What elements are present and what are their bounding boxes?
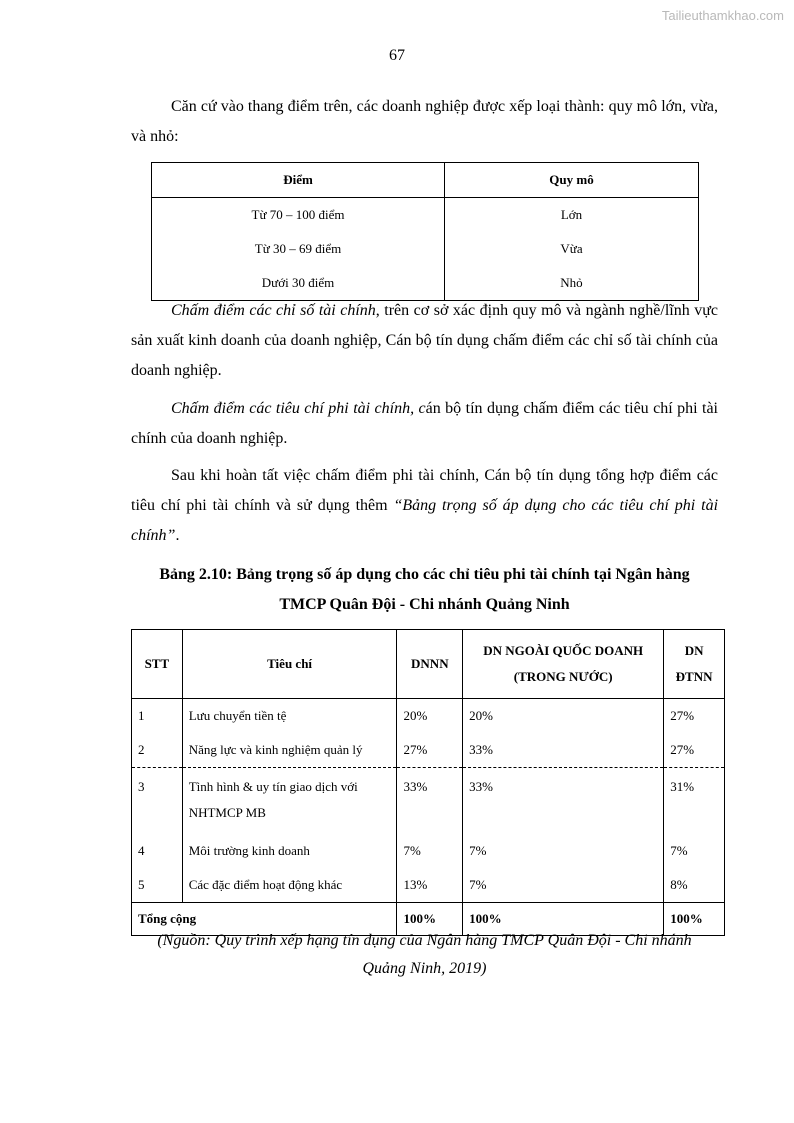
row-dtnn: 7% [664,834,725,868]
header-dtnn [664,630,725,699]
scale-table [151,162,699,301]
summary-paragraph [131,461,718,551]
header-dnqd-line1: DN NGOÀI QUỐC DOANH [483,643,644,658]
row-stt: 5 [132,868,183,903]
header-dtnn-line1: DN [684,643,704,658]
row-criteria: Tình hình & uy tín giao dịch với NHTMCP MB [182,768,397,835]
scale-header-size: Quy mô [445,163,699,198]
row-criteria: Môi trường kinh doanh [182,834,397,868]
row-dnnn: 7% [397,834,463,868]
scale-size: Vừa [445,232,699,266]
header-criteria: Tiêu chí [182,630,397,699]
row-criteria: Năng lực và kinh nghiệm quản lý [182,733,397,768]
header-dnqd [463,630,664,699]
source-note-line2: Quảng Ninh, 2019) [362,960,487,977]
financial-paragraph [131,296,718,386]
scale-size: Lớn [445,198,699,233]
table-caption-line2: TMCP Quân Đội - Chi nhánh Quảng Ninh [279,596,570,613]
row-stt: 4 [132,834,183,868]
row-dnnn: 27% [397,733,463,768]
scale-score: Dưới 30 điểm [152,266,445,301]
row-dnnn: 20% [397,699,463,734]
header-stt: STT [132,630,183,699]
table-row [132,768,725,835]
intro-paragraph: Căn cứ vào thang điểm trên, các doanh nghiệp được xếp loại thành: quy mô lớn, vừa, và nhỏ: [131,98,718,145]
header-dnqd-line2: (TRONG NƯỚC) [513,669,613,684]
row-dtnn: 27% [664,699,725,734]
row-dnnn: 13% [397,868,463,903]
table-row [132,733,725,768]
table-caption-line1: Bảng 2.10: Bảng trọng số áp dụng cho các chỉ tiêu phi tài chính tại Ngân hàng [159,566,690,583]
weight-table [131,629,725,936]
scale-score: Từ 30 – 69 điểm [152,232,445,266]
row-dtnn: 27% [664,733,725,768]
row-dnqd: 7% [463,868,664,903]
total-dtnn: 100% [664,903,725,936]
row-dnnn: 33% [397,768,463,835]
total-label: Tổng cộng [132,903,397,936]
summary-italic: “Bảng trọng số áp dụng cho các tiêu chí phi tài chính” [131,497,719,544]
source-note-line1: (Nguồn: Quy trình xếp hạng tín dụng của Ngân hàng TMCP Quân Đội - Chi nhánh [157,932,692,949]
nonfinancial-paragraph [131,394,718,454]
nonfinancial-heading: Chấm điểm các tiêu chí phi tài chính, c [171,400,426,417]
scale-score: Từ 70 – 100 điểm [152,198,445,233]
table-row [132,699,725,734]
page-number: 67 [389,47,405,64]
row-dtnn: 8% [664,868,725,903]
total-dnnn: 100% [397,903,463,936]
summary-end: . [175,527,180,544]
row-dtnn: 31% [664,768,725,835]
row-dnqd: 20% [463,699,664,734]
row-dnqd: 33% [463,768,664,835]
row-stt: 2 [132,733,183,768]
row-dnqd: 33% [463,733,664,768]
row-criteria: Các đặc điểm hoạt động khác [182,868,397,903]
header-dtnn-line2: ĐTNN [675,669,713,684]
row-stt: 3 [132,768,183,835]
header-dnnn: DNNN [397,630,463,699]
row-criteria: Lưu chuyển tiền tệ [182,699,397,734]
table-row [132,834,725,868]
summary-text: Sau khi hoàn tất việc chấm điểm phi tài chính, Cán bộ tín dụng tổng hợp điểm các tiêu chí phi tài chính và sử dụng thêm [131,467,718,514]
total-dnqd: 100% [463,903,664,936]
watermark: Tailieuthamkhao.com [661,8,784,23]
financial-text: , trên cơ sở xác định quy mô và ngành nghề/lĩnh vực sản xuất kinh doanh của doanh nghiệp, Cán bộ tín dụng chấm điểm các chỉ số tài chính của doanh nghiệp. [131,302,718,379]
table-row [132,868,725,903]
scale-size: Nhỏ [445,266,699,301]
row-stt: 1 [132,699,183,734]
scale-header-score: Điểm [152,163,445,198]
row-dnqd: 7% [463,834,664,868]
nonfinancial-text: án bộ tín dụng chấm điểm các tiêu chí phi tài chính của doanh nghiệp. [131,400,718,447]
table-row [152,232,699,266]
table-row [152,198,699,233]
financial-heading: Chấm điểm các chỉ số tài chính [171,302,376,319]
